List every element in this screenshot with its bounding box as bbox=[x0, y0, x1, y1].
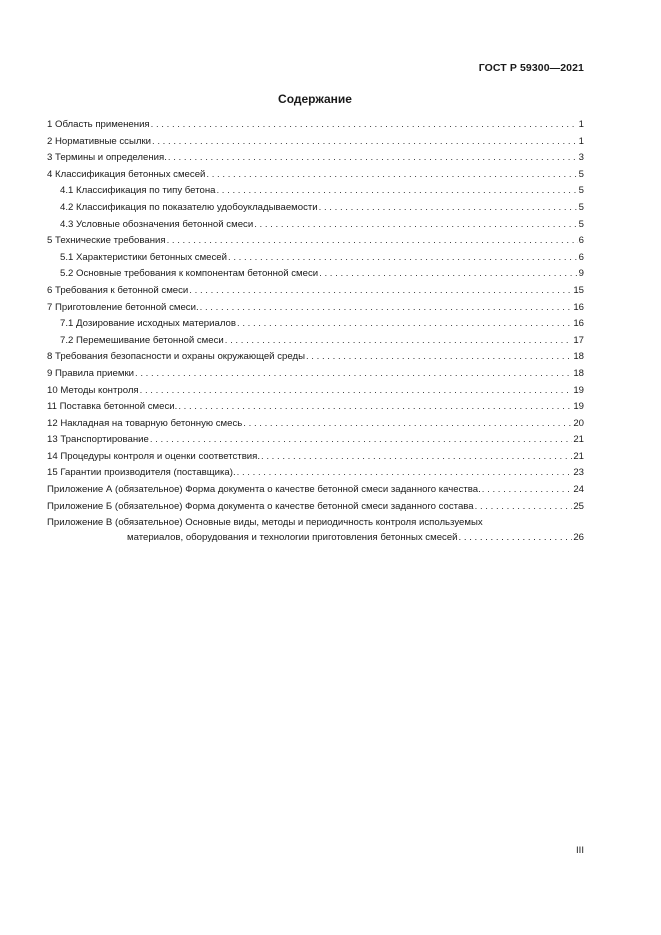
toc-entry-label: 4.1 Классификация по типу бетона bbox=[60, 185, 216, 197]
toc-entry-label: 6 Требования к бетонной смеси bbox=[47, 284, 189, 296]
toc-page-number: 17 bbox=[573, 334, 584, 346]
toc-page-number: 3 bbox=[578, 152, 584, 164]
toc-entry-label: 2 Нормативные ссылки bbox=[47, 135, 152, 147]
toc-entry-label: 5 Технические требования bbox=[47, 235, 166, 247]
toc-leader-dots bbox=[150, 432, 573, 449]
toc-entry[interactable] bbox=[47, 416, 584, 433]
toc-leader-dots bbox=[261, 449, 572, 466]
toc-entry[interactable] bbox=[47, 349, 584, 366]
toc-page-number: 6 bbox=[578, 251, 584, 263]
toc-entry[interactable] bbox=[47, 250, 584, 267]
toc-leader-dots bbox=[319, 266, 578, 283]
toc-leader-dots bbox=[475, 499, 573, 516]
toc-entry-label: Приложение А (обязательное) Форма документа о качестве бетонной смеси заданного качества. bbox=[47, 484, 481, 496]
toc-entry[interactable] bbox=[47, 117, 584, 134]
toc-entry[interactable] bbox=[47, 449, 584, 466]
toc-leader-dots bbox=[152, 134, 578, 151]
toc-leader-dots bbox=[200, 300, 573, 317]
toc-entry-label: 12 Накладная на товарную бетонную смесь bbox=[47, 417, 243, 429]
toc-leader-dots bbox=[319, 200, 578, 217]
toc-entry[interactable] bbox=[47, 200, 584, 217]
toc-entry[interactable] bbox=[47, 465, 584, 482]
toc-entry-label: 4.2 Классификация по показателю удобоукладываемости bbox=[60, 201, 318, 213]
toc-page-number: 20 bbox=[573, 417, 584, 429]
toc-entry[interactable] bbox=[47, 134, 584, 151]
toc-page-number: 19 bbox=[573, 401, 584, 413]
toc-entry[interactable] bbox=[47, 333, 584, 350]
toc-leader-dots bbox=[178, 399, 572, 416]
toc-entry-label: 4.3 Условные обозначения бетонной смеси bbox=[60, 218, 254, 230]
page-title: Содержание bbox=[278, 92, 352, 106]
document-id: ГОСТ Р 59300—2021 bbox=[478, 62, 584, 74]
toc-leader-dots bbox=[225, 333, 573, 350]
toc-entry[interactable] bbox=[47, 316, 584, 333]
toc-entry-label-continued: материалов, оборудования и технологии приготовления бетонных смесей bbox=[127, 531, 458, 543]
toc-entry[interactable] bbox=[47, 432, 584, 449]
toc-entry-label: 4 Классификация бетонных смесей bbox=[47, 168, 206, 180]
toc-entry-appendix-v[interactable] bbox=[47, 515, 584, 548]
toc-entry-label: Приложение В (обязательное) Основные виды, методы и периодичность контроля используемых bbox=[47, 517, 483, 529]
toc-entry[interactable] bbox=[47, 300, 584, 317]
toc-page-number: 25 bbox=[573, 500, 584, 512]
toc-page-number: 6 bbox=[578, 235, 584, 247]
toc-entry[interactable] bbox=[47, 167, 584, 184]
toc-leader-dots bbox=[189, 283, 572, 300]
toc-entry[interactable] bbox=[47, 266, 584, 283]
toc-leader-dots bbox=[135, 366, 572, 383]
toc-entry-label: 5.1 Характеристики бетонных смесей bbox=[60, 251, 228, 263]
toc-entry-label: 14 Процедуры контроля и оценки соответствия. bbox=[47, 450, 261, 462]
toc-entry-label: 1 Область применения bbox=[47, 119, 150, 130]
toc-entry-label: 13 Транспортирование bbox=[47, 434, 149, 446]
toc-entry-label: 15 Гарантии производителя (поставщика). bbox=[47, 467, 236, 479]
toc-page-number: 9 bbox=[578, 268, 584, 280]
toc-page-number: 5 bbox=[578, 218, 584, 230]
toc-entry-label: 7.1 Дозирование исходных материалов bbox=[60, 318, 236, 330]
toc-entry[interactable] bbox=[47, 499, 584, 516]
toc-page-number: 21 bbox=[573, 434, 584, 446]
toc-leader-dots bbox=[459, 532, 573, 543]
toc-entry[interactable] bbox=[47, 482, 584, 499]
toc-entry-label: 11 Поставка бетонной смеси. bbox=[47, 401, 178, 413]
toc-leader-dots bbox=[254, 217, 577, 234]
toc-entry[interactable] bbox=[47, 283, 584, 300]
toc-page-number: 18 bbox=[573, 367, 584, 379]
toc-leader-dots bbox=[237, 316, 572, 333]
toc-leader-dots bbox=[228, 250, 578, 267]
toc-leader-dots bbox=[216, 183, 577, 200]
toc-page-number: 15 bbox=[573, 284, 584, 296]
table-of-contents bbox=[47, 117, 584, 548]
toc-page-number: 5 bbox=[578, 168, 584, 180]
toc-page-number: 18 bbox=[573, 351, 584, 363]
toc-entry[interactable] bbox=[47, 383, 584, 400]
toc-entry[interactable] bbox=[47, 217, 584, 234]
toc-page-number: 23 bbox=[573, 467, 584, 479]
toc-entry-label: 3 Термины и определения. bbox=[47, 152, 167, 164]
toc-entry[interactable] bbox=[47, 233, 584, 250]
toc-page-number: 24 bbox=[573, 484, 584, 496]
toc-entry[interactable] bbox=[47, 366, 584, 383]
toc-entry-label: 8 Требования безопасности и охраны окружающей среды bbox=[47, 351, 305, 363]
toc-leader-dots bbox=[237, 465, 573, 482]
toc-entry-label: 10 Методы контроля bbox=[47, 384, 139, 396]
toc-page-number: 16 bbox=[573, 318, 584, 330]
toc-entry[interactable] bbox=[47, 150, 584, 167]
toc-leader-dots bbox=[482, 482, 573, 499]
toc-entry-label: 7.2 Перемешивание бетонной смеси bbox=[60, 334, 224, 346]
toc-entry-label: 7 Приготовление бетонной смеси. bbox=[47, 301, 199, 313]
toc-leader-dots bbox=[206, 167, 577, 184]
page-number: III bbox=[576, 845, 584, 856]
toc-leader-dots bbox=[167, 233, 578, 250]
toc-entry-label: Приложение Б (обязательное) Форма документа о качестве бетонной смеси заданного состава bbox=[47, 500, 474, 512]
toc-page-number: 1 bbox=[578, 135, 584, 147]
toc-page-number: 21 bbox=[573, 450, 584, 462]
toc-page-number: 5 bbox=[578, 185, 584, 197]
toc-page-number: 26 bbox=[573, 531, 584, 543]
toc-entry-label: 5.2 Основные требования к компонентам бетонной смеси bbox=[60, 268, 319, 280]
toc-leader-dots bbox=[306, 349, 572, 366]
toc-leader-dots bbox=[243, 416, 572, 433]
toc-entry[interactable] bbox=[47, 183, 584, 200]
toc-entry-label: 9 Правила приемки bbox=[47, 367, 134, 379]
toc-page-number: 16 bbox=[573, 301, 584, 313]
toc-entry[interactable] bbox=[47, 399, 584, 416]
toc-page-number: 1 bbox=[578, 119, 584, 130]
toc-page-number: 19 bbox=[573, 384, 584, 396]
toc-leader-dots bbox=[151, 117, 578, 134]
toc-page-number: 5 bbox=[578, 201, 584, 213]
toc-leader-dots bbox=[140, 383, 573, 400]
toc-leader-dots bbox=[168, 150, 578, 167]
